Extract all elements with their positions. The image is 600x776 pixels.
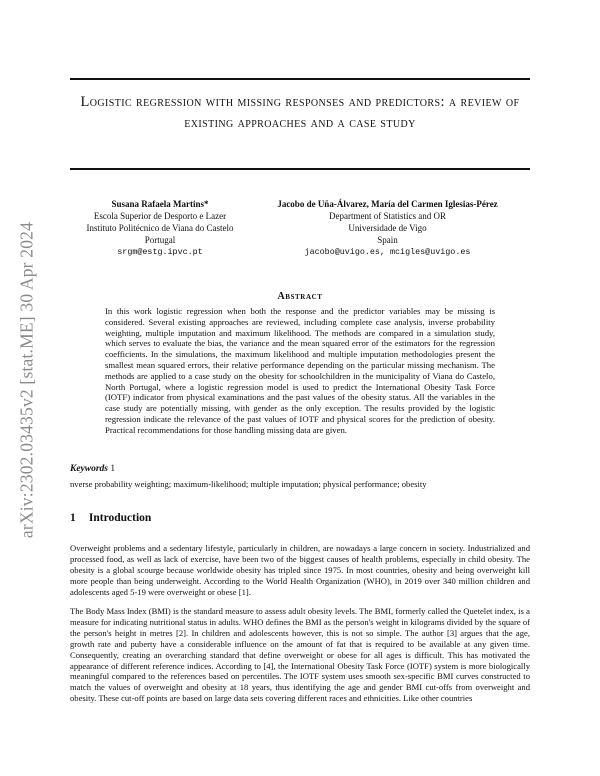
body-paragraph: The Body Mass Index (BMI) is the standard measure to assess adult obesity levels. The BMI, formerly called the Quetelet index, is a measure for indicating nutritional status in adults. WHO defines the BMI as the person's weight in kilograms divided by the square of the person's height in metres [2]. In children and adolescents however, this is not so simple. The author [3] argues that the age, growth rate and puberty have a considerable influence on the amount of fat that is required to be available at any given time. Consequently, creating an overarching standard that define overweight or obese for all ages is difficult. This has motivated the appearance of different reference indices. According to [4], the International Obesity Task Force (IOTF) system is more biologically meaningful compared to the references based on percentiles. The IOTF system uses smooth sex-specific BMI curves constructed to match the values of overweight and obesity at 18 years, thus identifying the age and gender BMI cut-offs from overweight and obesity. These cut-off points are based on large data sets covering different races and ethnicities. Like other countries [70, 606, 530, 704]
arxiv-identifier: arXiv:2302.03435v2 [stat.ME] 30 Apr 2024 [16, 221, 37, 539]
abstract-text: In this work logistic regression when both the response and the predictor variables may be missing is considered. Several existing approaches are reviewed, including complete case analysis, inverse probability weighting, multiple imputation and maximum likelihood. The methods are compared in a simulation study, which serves to evaluate the bias, the variance and the mean squared error of the estimators for the regression coefficients. In the simulations, the maximum likelihood and multiple imputation methodologies present the smallest mean squared errors, their relative performance depending on the particular missing mechanism. The methods are applied to a case study on the obesity for schoolchildren in the municipality of Viana do Castelo, North Portugal, where a logistic regression model is used to predict the International Obesity Task Force (IOTF) indicator from physical examinations and the past values of the obesity status. All the variables in the case study are potentially missing, with gender as the only exception. The results provided by the logistic regression indicate the relevance of the past values of IOTF and physical scores for the prediction of obesity. Practical recommendations for those handling missing data are given. [105, 306, 495, 435]
section-title: Introduction [88, 512, 152, 524]
affiliation-line: Escola Superior de Desporto e Lazer [93, 211, 227, 221]
author-name: Jacobo de Uña-Álvarez, María del Carmen Iglesias-Pérez [277, 199, 498, 209]
title-rule-bottom [70, 168, 530, 170]
affiliation-line: Universidade de Vigo [348, 223, 427, 233]
paper-title: Logistic regression with missing responses and predictors: a review of existing approaches and a case study [80, 94, 520, 131]
keywords-footnote-number: 1 [110, 464, 116, 474]
author-block-left [80, 198, 240, 258]
body-paragraph: Overweight problems and a sedentary lifestyle, particularly in children, are nowadays a large concern in society. Industrialized and processed food, as well as lack of exercise, have been two of the biggest causes of health problems, especially in child obesity. The obesity is a global scourge because worldwide obesity has tripled since 1975. In most countries, obesity and being overweight kill more people than being underweight. According to the World Health Organization (WHO), in 2019 over 340 million children and adolescents aged 5-19 were overweight or obese [1]. [70, 543, 530, 597]
keywords-list: nverse probability weighting; maximum-likelihood; multiple imputation; physical performance; obesity [70, 479, 427, 489]
abstract-heading: Abstract [277, 291, 323, 302]
keywords-heading [70, 464, 115, 474]
author-block-right [265, 198, 510, 258]
author-email[interactable]: jacobo@uvigo.es, mcigles@uvigo.es [304, 247, 471, 257]
author-name: Susana Rafaela Martins* [111, 199, 209, 209]
keywords-label: Keywords [70, 464, 108, 474]
affiliation-line: Instituto Politécnico de Viana do Castelo [86, 223, 234, 233]
affiliation-line: Portugal [144, 235, 176, 245]
arxiv-identifier-stamp [14, 180, 40, 580]
author-email[interactable]: srgm@estg.ipvc.pt [117, 247, 203, 257]
affiliation-line: Spain [377, 235, 398, 245]
section-heading [70, 512, 151, 524]
section-number: 1 [70, 512, 76, 524]
title-rule-top [70, 78, 530, 80]
affiliation-line: Department of Statistics and OR [329, 211, 446, 221]
